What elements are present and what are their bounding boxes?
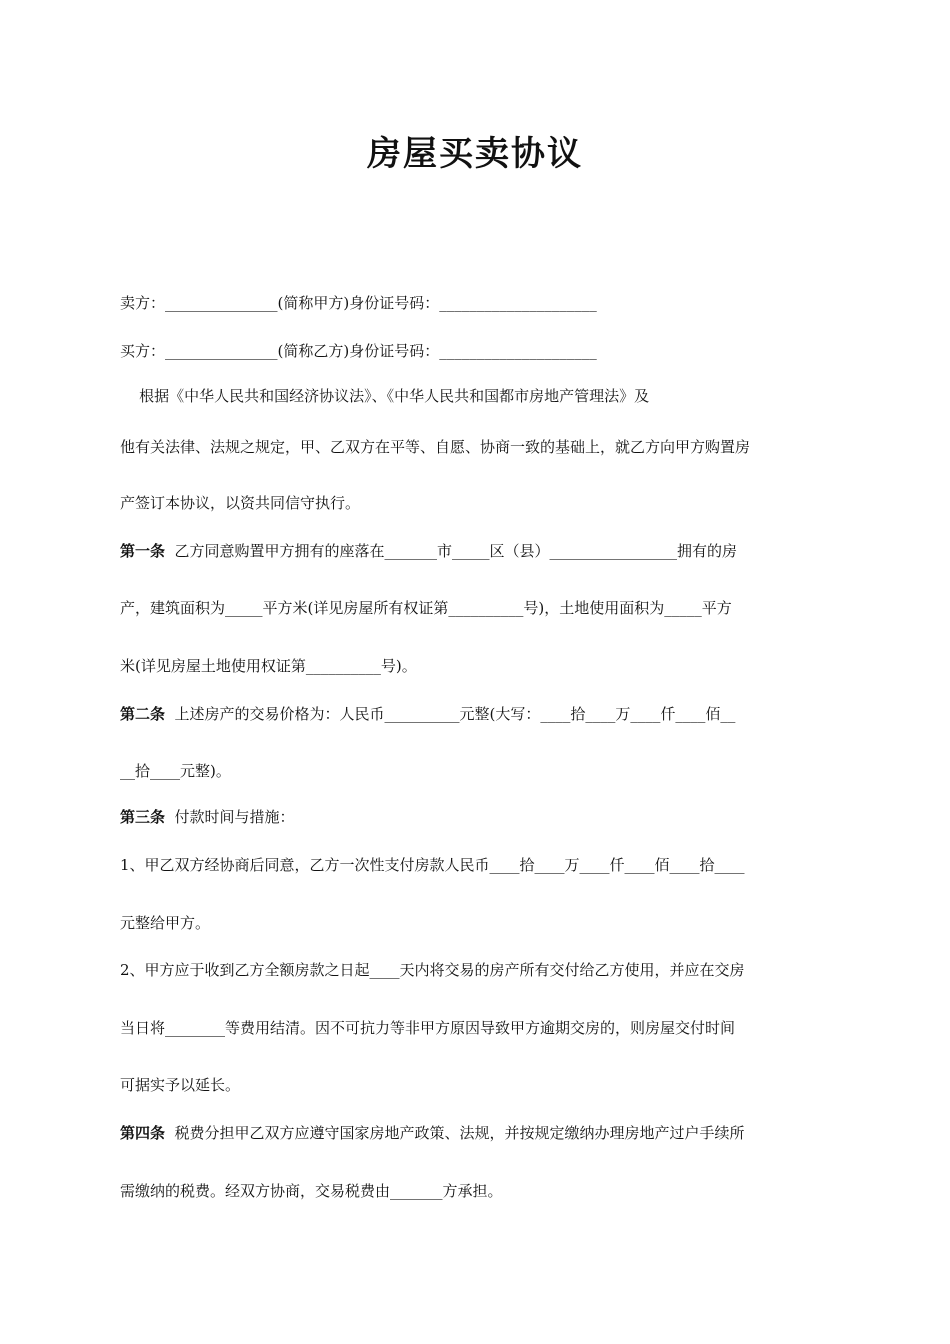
seller-line: 卖方：_______________(简称甲方)身份证号码：_____________________ <box>120 294 597 312</box>
article4-first-line <box>120 1122 745 1144</box>
article3-line: 当日将________等费用结清。因不可抗力等非甲方原因导致甲方逾期交房的，则房屋交付时间 <box>120 1019 736 1037</box>
article3-line: 2、甲方应于收到乙方全额房款之日起____天内将交易的房产所有交付给乙方使用，并应在交房 <box>120 961 745 979</box>
article1-line: 米(详见房屋土地使用权证第__________号)。 <box>120 657 417 675</box>
article1-line: 产，建筑面积为_____平方米(详见房屋所有权证第__________号)，土地使用面积为_____平方 <box>120 599 732 617</box>
article2-heading: 第二条 <box>120 705 166 723</box>
article3-first-line <box>120 806 295 828</box>
article4-text: 税费分担甲乙双方应遵守国家房地产政策、法规，并按规定缴纳办理房地产过户手续所 <box>165 1124 745 1142</box>
article3-line: 元整给甲方。 <box>120 914 211 932</box>
document-title: 房屋买卖协议 <box>367 134 583 174</box>
article1-heading: 第一条 <box>120 542 166 560</box>
article2-text: 上述房产的交易价格为：人民币__________元整(大写：____拾____万____仟____佰__ <box>165 705 736 723</box>
article3-line: 可据实予以延长。 <box>120 1076 241 1094</box>
article4-heading: 第四条 <box>120 1124 166 1142</box>
article3-heading: 第三条 <box>120 808 166 826</box>
article2-line: __拾____元整)。 <box>120 762 231 780</box>
preamble-line: 根据《中华人民共和国经济协议法》、《中华人民共和国都市房地产管理法》及 <box>120 387 650 405</box>
buyer-line: 买方：_______________(简称乙方)身份证号码：_____________________ <box>120 342 597 360</box>
article3-subtitle: 付款时间与措施： <box>165 808 295 826</box>
article2-first-line <box>120 703 735 725</box>
article3-line: 1、甲乙双方经协商后同意，乙方一次性支付房款人民币____拾____万____仟____佰____拾____ <box>120 856 745 874</box>
article1-text: 乙方同意购置甲方拥有的座落在_______市_____区（县）_________________拥有的房 <box>165 542 738 560</box>
preamble-line: 产签订本协议，以资共同信守执行。 <box>120 494 361 512</box>
preamble-line: 他有关法律、法规之规定，甲、乙双方在平等、自愿、协商一致的基础上，就乙方向甲方购置房 <box>120 438 751 456</box>
article4-line: 需缴纳的税费。经双方协商，交易税费由_______方承担。 <box>120 1182 503 1200</box>
article1-first-line <box>120 540 737 562</box>
